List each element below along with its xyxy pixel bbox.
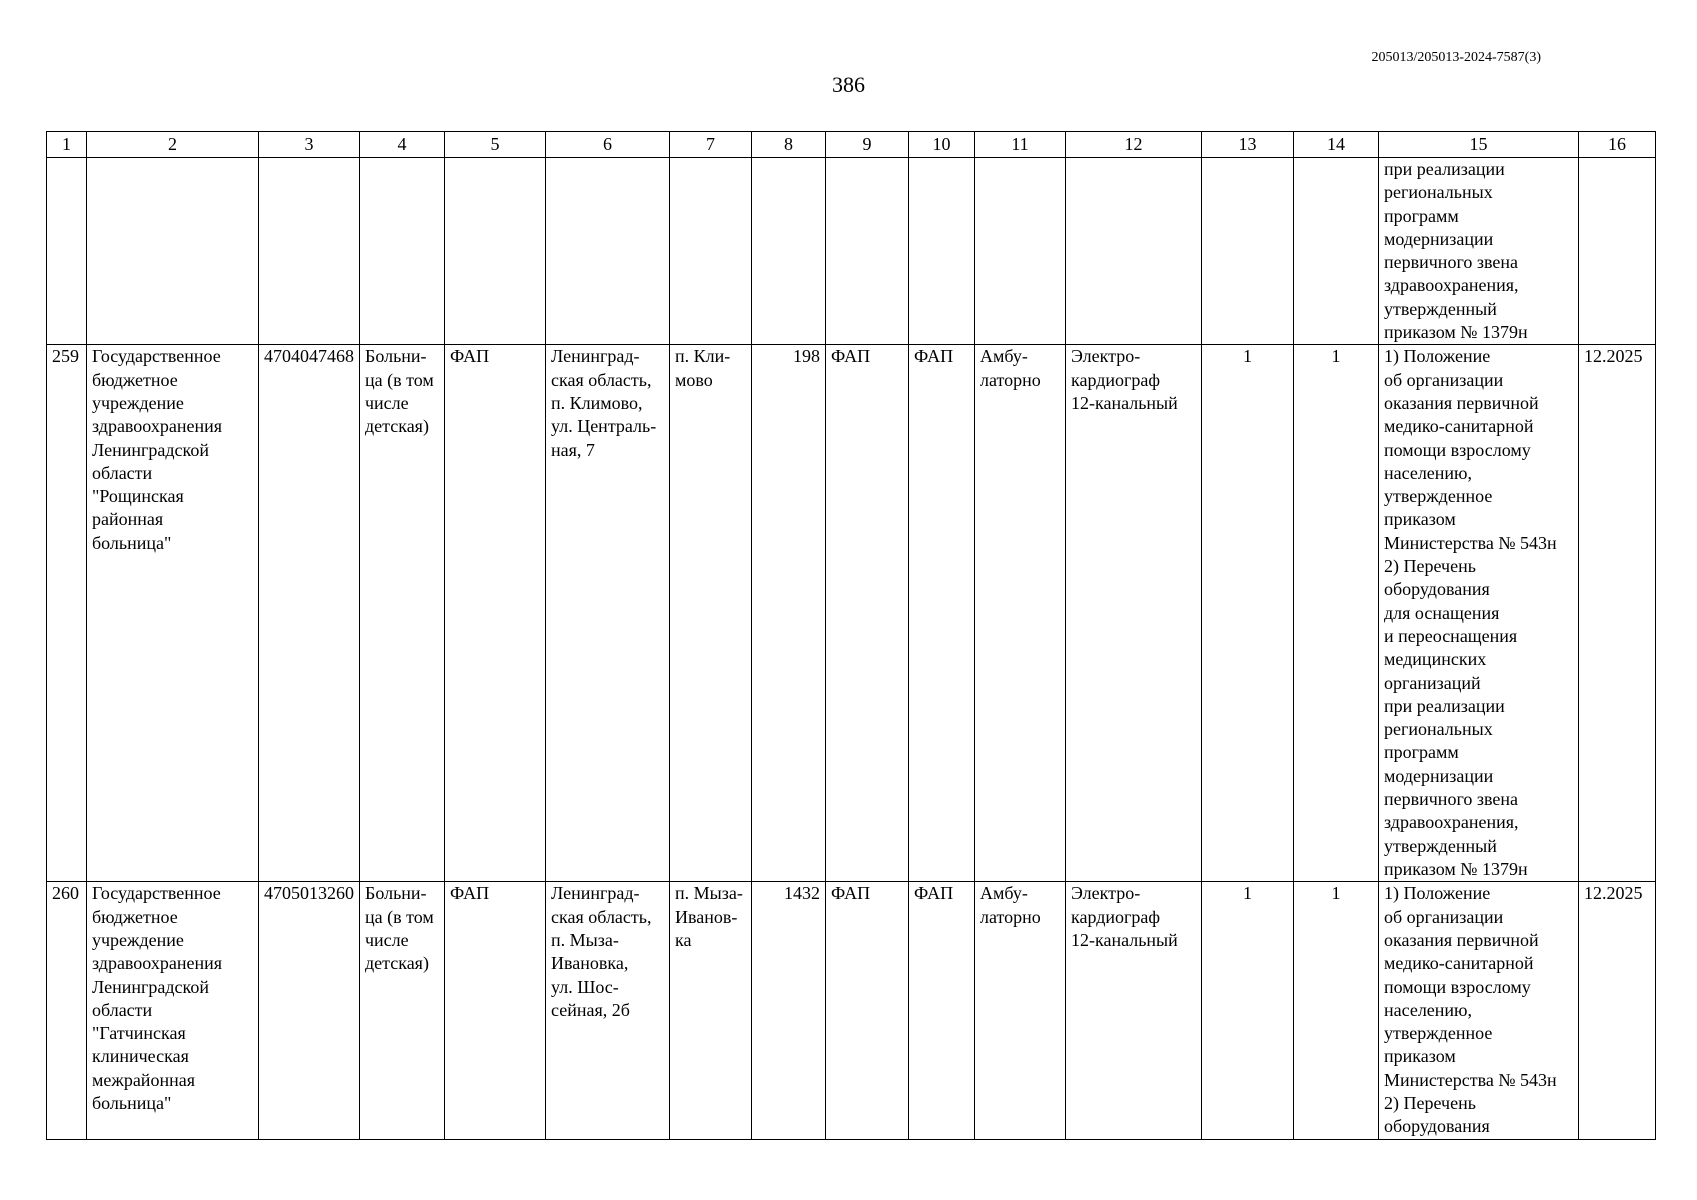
data-table [46, 131, 1656, 1140]
care-form-cell: Амбу- латорно [975, 345, 1066, 882]
basis-cell: при реализации региональных программ модернизации первичного звена здравоохранения, утвержденный приказом № 1379н [1379, 158, 1579, 345]
column-header: 13 [1202, 132, 1294, 158]
table-row [47, 345, 1656, 882]
locality-cell: п. Кли- мово [670, 345, 752, 882]
subdivision-type-cell [909, 158, 975, 345]
row-number-cell [47, 158, 87, 345]
page-number: 386 [832, 72, 865, 97]
institution-type-cell: Больни- ца (в том числе детская) [360, 345, 445, 882]
institution-cell: Государственное бюджетное учреждение здравоохранения Ленинградской области "Гатчинская клиническая межрайонная больница" [87, 882, 259, 1139]
inn-cell: 4704047468 [259, 345, 360, 882]
institution-cell: Государственное бюджетное учреждение здравоохранения Ленинградской области "Рощинская районная больница" [87, 345, 259, 882]
column-header: 4 [360, 132, 445, 158]
column-header: 7 [670, 132, 752, 158]
unit-type-cell: ФАП [445, 345, 546, 882]
basis-cell: 1) Положение об организации оказания первичной медико-санитарной помощи взрослому населению, утвержденное приказом Министерства № 543н 2) Перечень оборудования для оснащения и переоснащения медицинских организаций при реализации региональных программ модернизации первичного звена здравоохранения, утвержденный приказом № 1379н [1379, 345, 1579, 882]
quantity-cell: 1 [1202, 882, 1294, 1139]
header-row [47, 132, 1656, 158]
column-header: 1 [47, 132, 87, 158]
equipment-cell [1066, 158, 1202, 345]
equipment-cell: Электро- кардиограф 12-канальный [1066, 882, 1202, 1139]
unit-type-cell [445, 158, 546, 345]
inn-cell [259, 158, 360, 345]
column-header: 5 [445, 132, 546, 158]
unit-type-cell: ФАП [445, 882, 546, 1139]
quantity-cell: 1 [1202, 345, 1294, 882]
date-cell [1579, 158, 1656, 345]
document-code: 205013/205013-2024-7587(3) [1371, 50, 1541, 65]
quantity-cell [1202, 158, 1294, 345]
institution-type-cell [360, 158, 445, 345]
column-header: 16 [1579, 132, 1656, 158]
quantity-cell [1294, 158, 1379, 345]
column-header: 3 [259, 132, 360, 158]
subdivision-cell [826, 158, 909, 345]
column-header: 6 [546, 132, 670, 158]
locality-cell: п. Мыза- Иванов- ка [670, 882, 752, 1139]
address-cell: Ленинград- ская область, п. Мыза- Ивановка, ул. Шос- сейная, 2б [546, 882, 670, 1139]
subdivision-cell: ФАП [826, 882, 909, 1139]
column-header: 8 [752, 132, 826, 158]
quantity-cell: 1 [1294, 882, 1379, 1139]
institution-cell [87, 158, 259, 345]
subdivision-type-cell: ФАП [909, 882, 975, 1139]
inn-cell: 4705013260 [259, 882, 360, 1139]
care-form-cell: Амбу- латорно [975, 882, 1066, 1139]
basis-cell: 1) Положение об организации оказания первичной медико-санитарной помощи взрослому населению, утвержденное приказом Министерства № 543н 2) Перечень оборудования [1379, 882, 1579, 1139]
column-header: 2 [87, 132, 259, 158]
population-cell [752, 158, 826, 345]
care-form-cell [975, 158, 1066, 345]
address-cell: Ленинград- ская область, п. Климово, ул. Централь- ная, 7 [546, 345, 670, 882]
column-header: 11 [975, 132, 1066, 158]
row-number-cell: 260 [47, 882, 87, 1139]
locality-cell [670, 158, 752, 345]
address-cell [546, 158, 670, 345]
table-row [47, 882, 1656, 1139]
row-number-cell: 259 [47, 345, 87, 882]
column-header: 12 [1066, 132, 1202, 158]
table-row [47, 158, 1656, 345]
date-cell: 12.2025 [1579, 882, 1656, 1139]
population-cell: 198 [752, 345, 826, 882]
equipment-cell: Электро- кардиограф 12-канальный [1066, 345, 1202, 882]
population-cell: 1432 [752, 882, 826, 1139]
date-cell: 12.2025 [1579, 345, 1656, 882]
subdivision-cell: ФАП [826, 345, 909, 882]
institution-type-cell: Больни- ца (в том числе детская) [360, 882, 445, 1139]
column-header: 14 [1294, 132, 1379, 158]
column-header: 15 [1379, 132, 1579, 158]
column-header: 9 [826, 132, 909, 158]
column-header: 10 [909, 132, 975, 158]
subdivision-type-cell: ФАП [909, 345, 975, 882]
quantity-cell: 1 [1294, 345, 1379, 882]
